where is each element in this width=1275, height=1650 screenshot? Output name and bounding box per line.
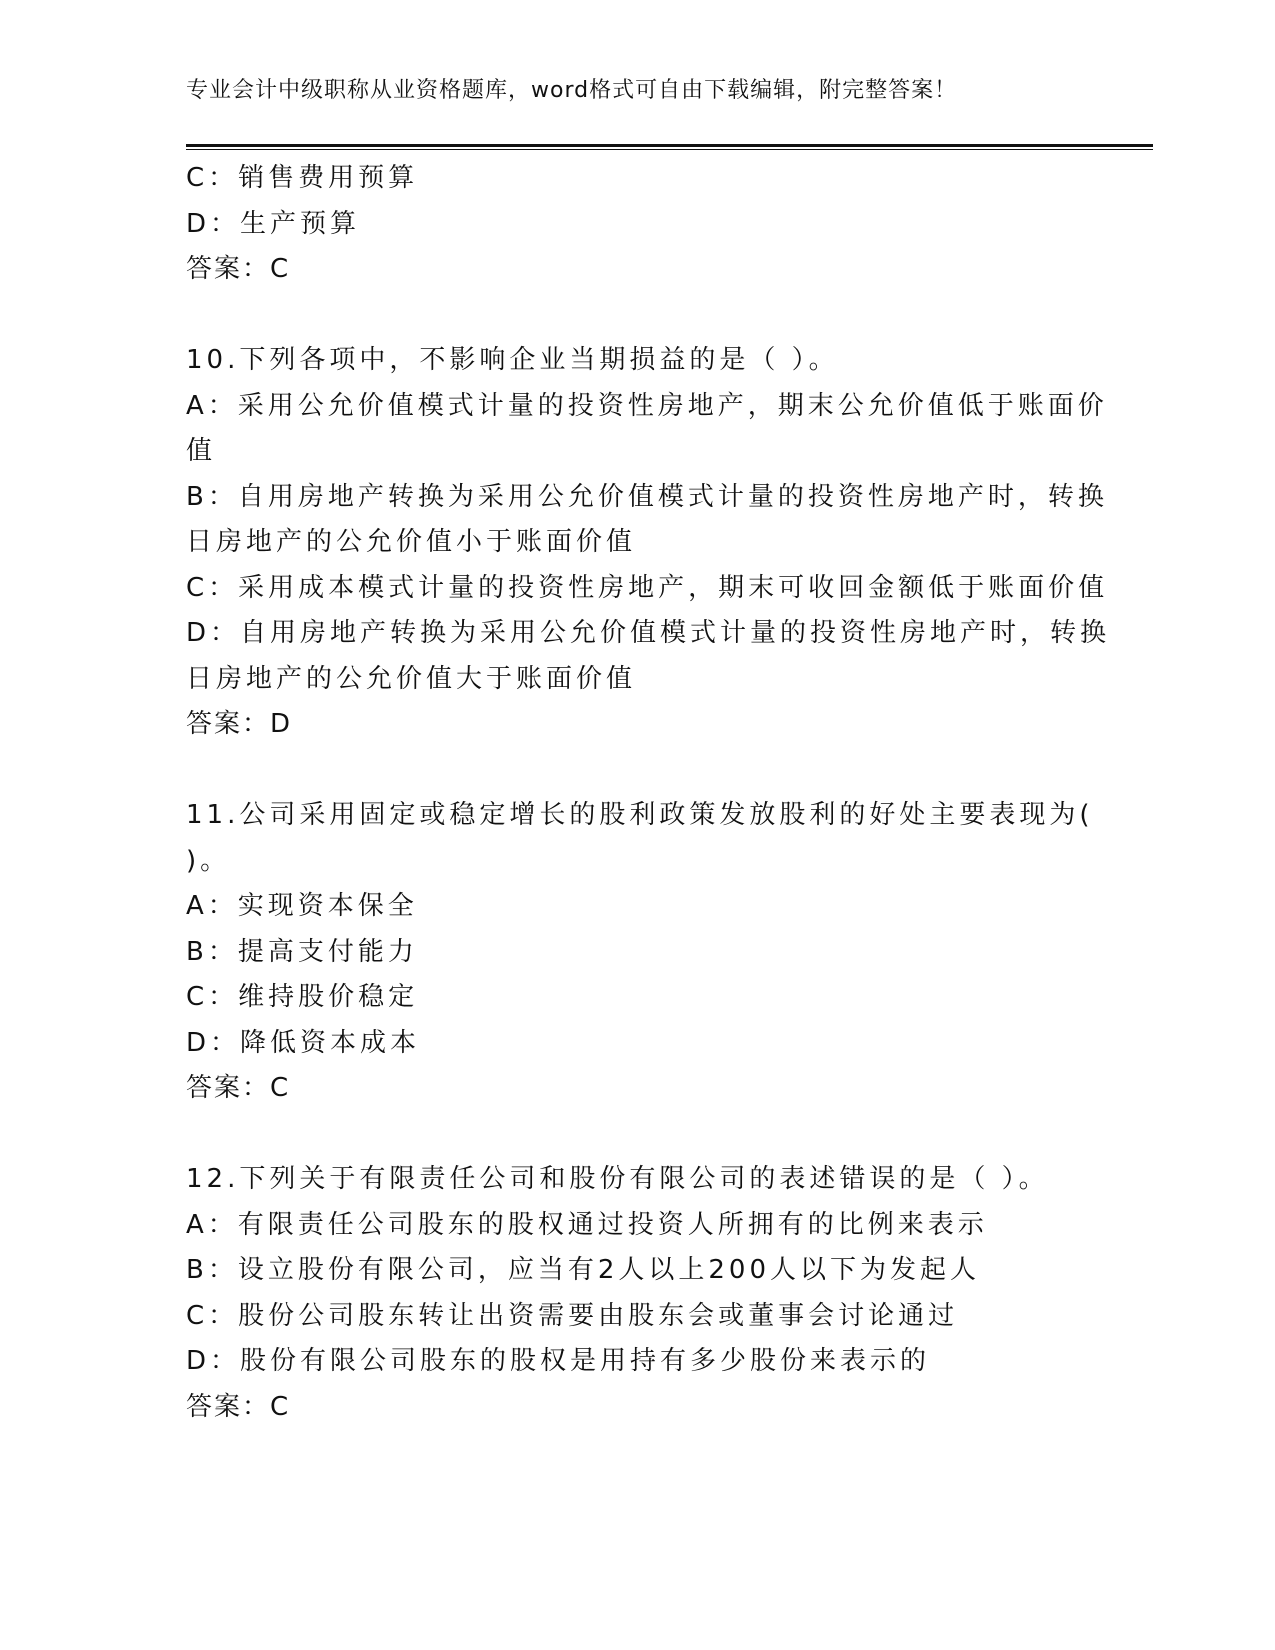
answer-line: 答案：C: [186, 1391, 291, 1422]
question-content: [186, 156, 1111, 1430]
option-line: D：降低资本成本: [186, 1027, 421, 1058]
option-line: A：有限责任公司股东的股权通过投资人所拥有的比例来表示: [186, 1209, 988, 1240]
option-line: B：自用房地产转换为采用公允价值模式计量的投资性房地产时，转换: [186, 481, 1108, 512]
option-line: C：股份公司股东转让出资需要由股东会或董事会讨论通过: [186, 1300, 959, 1331]
spacer: [186, 1112, 1086, 1158]
header-rule-thin: [186, 149, 1153, 150]
spacer: [186, 748, 1086, 794]
option-line: 值: [186, 436, 217, 466]
option-line: B：设立股份有限公司，应当有2人以上200人以下为发起人: [186, 1255, 981, 1285]
question-11: [186, 793, 1094, 1112]
question-12: [186, 1157, 1086, 1430]
option-line: 日房地产的公允价值小于账面价值: [186, 527, 637, 557]
answer-line: 答案：C: [186, 254, 291, 284]
question-stem: )。: [186, 845, 231, 876]
option-line: C：销售费用预算: [186, 163, 419, 193]
question-stem: 11.公司采用固定或稳定增长的股利政策发放股利的好处主要表现为(: [186, 800, 1094, 830]
question-10: [186, 338, 1111, 748]
previous-question: [186, 156, 1086, 293]
answer-line: 答案：D: [186, 709, 293, 739]
answer-line: 答案：C: [186, 1073, 291, 1103]
option-line: C：维持股价稳定: [186, 982, 419, 1012]
header-rule-thick: [186, 144, 1153, 147]
page-header: 专业会计中级职称从业资格题库，word格式可自由下载编辑，附完整答案！: [186, 78, 958, 103]
option-line: 日房地产的公允价值大于账面价值: [186, 663, 637, 694]
option-line: C：采用成本模式计量的投资性房地产，期末可收回金额低于账面价值: [186, 572, 1109, 603]
option-line: A：实现资本保全: [186, 891, 418, 921]
option-line: D：股份有限公司股东的股权是用持有多少股份来表示的: [186, 1346, 931, 1376]
question-stem: 12.下列关于有限责任公司和股份有限公司的表述错误的是（ ）。: [186, 1164, 1049, 1194]
option-line: D：生产预算: [186, 208, 361, 239]
option-line: B：提高支付能力: [186, 936, 418, 967]
question-stem: 10.下列各项中，不影响企业当期损益的是（ ）。: [186, 345, 839, 375]
option-line: D：自用房地产转换为采用公允价值模式计量的投资性房地产时，转换: [186, 618, 1111, 648]
spacer: [186, 293, 1086, 339]
option-line: A：采用公允价值模式计量的投资性房地产，期末公允价值低于账面价: [186, 390, 1108, 421]
